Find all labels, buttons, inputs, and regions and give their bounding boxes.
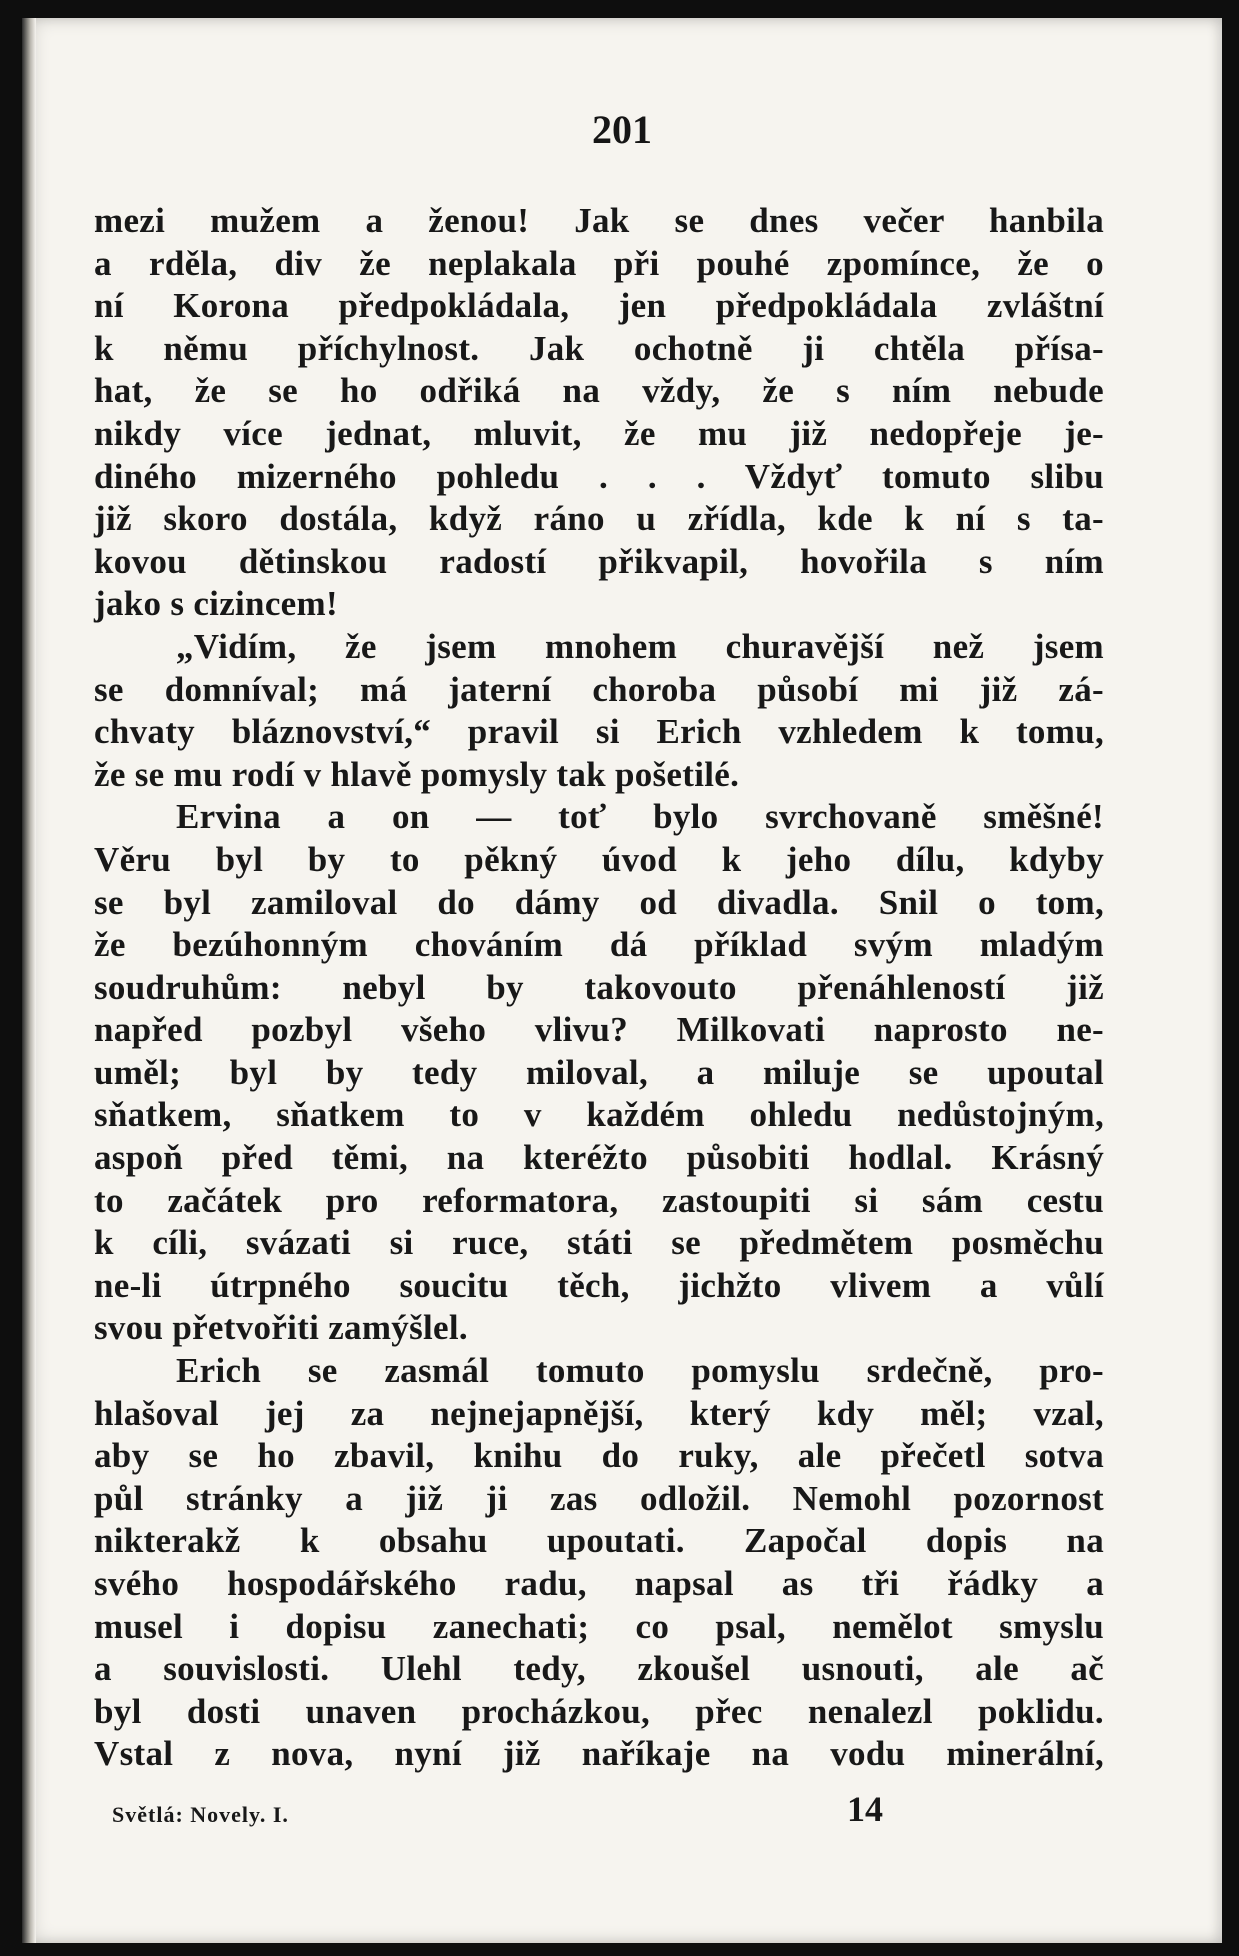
text-line: svého hospodářského radu, napsal as tři řádky a [94, 1564, 1104, 1603]
text-line: Věru byl by to pěkný úvod k jeho dílu, kdyby [94, 839, 1104, 879]
text-line: k cíli, svázati si ruce, státi se předmětem posměchu [94, 1223, 1104, 1263]
text-line: k němu příchylnost. Jak ochotně ji chtěla přísa- [94, 328, 1104, 368]
text-line: hlašoval jej za nejnejapnější, který kdy měl; vzal, [94, 1393, 1104, 1433]
page-footer [112, 1788, 1112, 1836]
text-line: to začátek pro reformatora, zastoupiti si sám cestu [94, 1180, 1104, 1220]
text-line: sňatkem, sňatkem to v každém ohledu nedůstojným, [94, 1095, 1104, 1135]
text-line: soudruhům: nebyl by takovouto přenáhleností již [94, 967, 1104, 1007]
text-line: jako s cizincem! [94, 584, 338, 624]
text-line: ní Korona předpokládala, jen předpokládala zvláštní [94, 286, 1104, 326]
text-line: a rděla, div že neplakala při pouhé zpomínce, že o [94, 243, 1104, 283]
body-text [94, 200, 1104, 1776]
text-line: Ervina a on — toť bylo svrchovaně směšné! [176, 797, 1104, 837]
text-line: byl dosti unaven procházkou, přec nenalezl poklidu. [94, 1691, 1104, 1731]
text-line: půl stránky a již ji zas odložil. Nemohl pozornost [94, 1478, 1104, 1518]
text-line: Vstal z nova, nyní již naříkaje na vodu minerální, [94, 1734, 1104, 1774]
signature-mark: Světlá: Novely. I. [112, 1802, 289, 1827]
text-line: chvaty bláznovství,“ pravil si Erich vzhledem k tomu, [94, 712, 1104, 752]
text-line: a souvislosti. Ulehl tedy, zkoušel usnouti, ale ač [94, 1649, 1104, 1689]
book-page [22, 18, 1222, 1943]
text-line: aby se ho zbavil, knihu do ruky, ale přečetl sotva [94, 1436, 1104, 1476]
text-line: uměl; byl by tedy miloval, a miluje se upoutal [94, 1052, 1104, 1092]
page-number: 201 [592, 107, 652, 152]
text-line: že bezúhonným chováním dá příklad svým mladým [94, 925, 1104, 965]
text-line: již skoro dostála, když ráno u zřídla, kde k ní s ta- [94, 499, 1104, 539]
text-line: mezi mužem a ženou! Jak se dnes večer hanbila [94, 201, 1104, 240]
page-gutter-shadow [22, 18, 36, 1943]
text-line: že se mu rodí v hlavě pomysly tak pošetilé. [94, 754, 740, 794]
text-line: svou přetvořiti zamýšlel. [94, 1308, 468, 1348]
text-line: se byl zamiloval do dámy od divadla. Snil o tom, [94, 882, 1104, 922]
text-line: „Vidím, že jsem mnohem churavější než jsem [176, 626, 1104, 666]
text-line: musel i dopisu zanechati; co psal, nemělot smyslu [94, 1606, 1104, 1646]
text-line: ne-li útrpného soucitu těch, jichžto vlivem a vůlí [94, 1265, 1104, 1305]
text-line: se domníval; má jaterní choroba působí mi již zá- [94, 669, 1104, 709]
text-line: nikdy více jednat, mluvit, že mu již nedopřeje je- [94, 413, 1104, 453]
sheet-number: 14 [847, 1789, 883, 1829]
text-line: aspoň před těmi, na kteréžto působiti hodlal. Krásný [94, 1138, 1104, 1178]
text-line: kovou dětinskou radostí přikvapil, hovořila s ním [94, 541, 1104, 581]
text-line: diného mizerného pohledu . . . Vždyť tomuto slibu [94, 456, 1104, 496]
text-line: Erich se zasmál tomuto pomyslu srdečně, pro- [176, 1351, 1104, 1391]
text-line: nikterakž k obsahu upoutati. Započal dopis na [94, 1521, 1104, 1561]
text-line: hat, že se ho odřiká na vždy, že s ním nebude [94, 371, 1104, 411]
text-line: napřed pozbyl všeho vlivu? Milkovati naprosto ne- [94, 1010, 1104, 1050]
